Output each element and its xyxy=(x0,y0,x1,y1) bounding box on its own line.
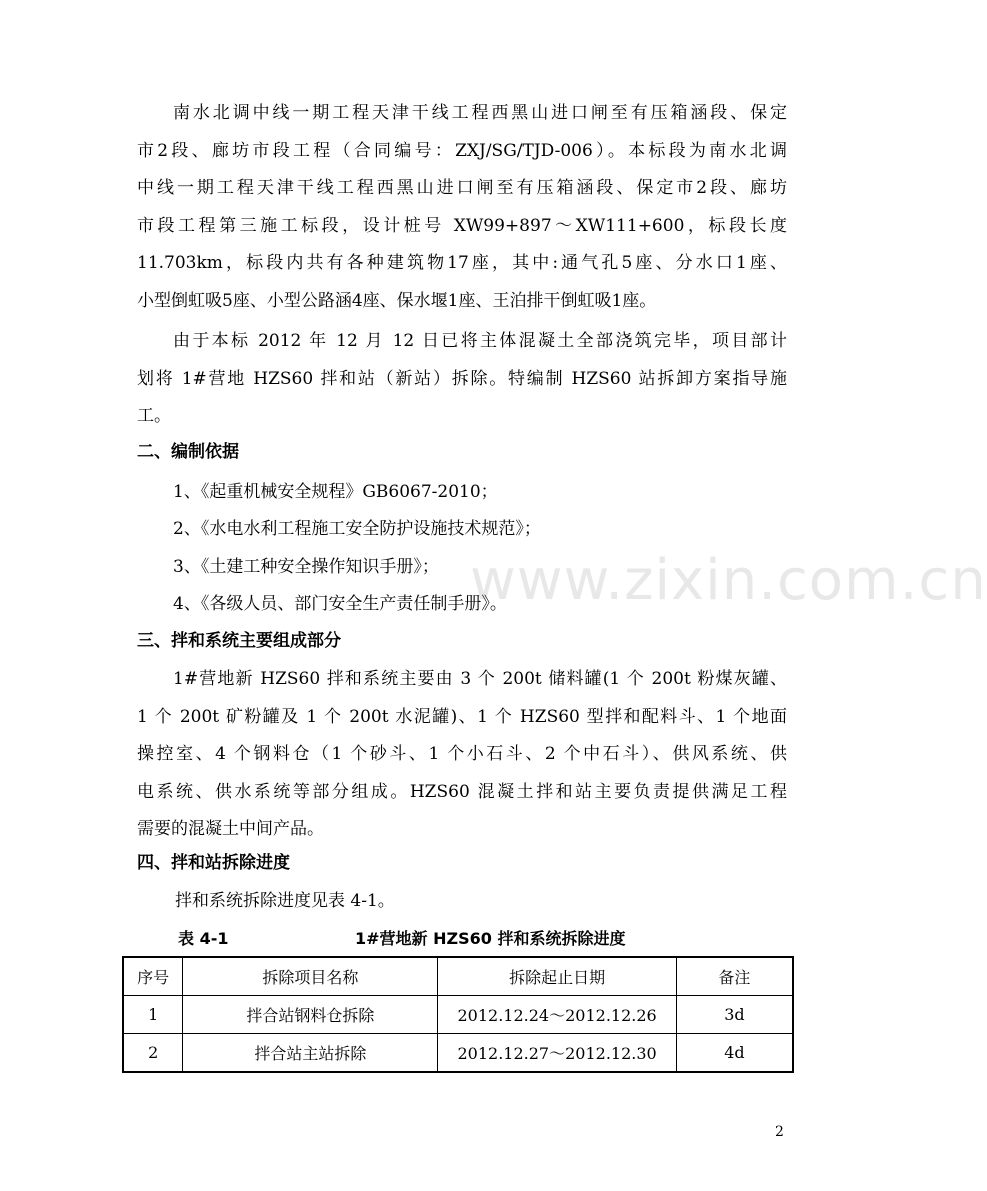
components-line: 电系统、供水系统等部分组成。HZS60 混凝土拌和站主要负责提供满足工程 xyxy=(137,781,787,802)
header-item-name: 拆除项目名称 xyxy=(183,957,438,996)
cell-index: 2 xyxy=(123,1034,183,1073)
intro-line: 11.703km，标段内共有各种建筑物17座，其中:通气孔5座、分水口1座、 xyxy=(137,253,787,273)
components-line: 需要的混凝土中间产品。 xyxy=(137,819,324,839)
intro-line: 市段工程第三施工标段，设计桩号 XW99+897～XW111+600，标段长度 xyxy=(137,215,787,236)
reference-item: 1、《起重机械安全规程》GB6067-2010； xyxy=(173,482,498,502)
plan-line: 工。 xyxy=(137,406,171,426)
intro-line: 南水北调中线一期工程天津干线工程西黑山进口闸至有压箱涵段、保定 xyxy=(173,103,787,123)
table-row xyxy=(123,1034,793,1073)
plan-line: 由于本标 2012 年 12 月 12 日已将主体混凝土全部浇筑完毕，项目部计 xyxy=(173,331,787,351)
components-line: 操控室、4 个钢料仓（1 个砂斗、1 个小石斗、2 个中石斗）、供风系统、供 xyxy=(137,744,787,764)
plan-line: 划将 1#营地 HZS60 拌和站（新站）拆除。特编制 HZS60 站拆卸方案指导施 xyxy=(137,368,787,389)
section-2-heading: 二、编制依据 xyxy=(137,442,239,462)
reference-item: 3、《土建工种安全操作知识手册》； xyxy=(173,557,439,577)
table-number: 表 4-1 xyxy=(178,929,229,948)
header-remarks: 备注 xyxy=(676,957,793,996)
cell-remarks: 3d xyxy=(676,996,793,1034)
header-date-range: 拆除起止日期 xyxy=(438,957,676,996)
header-index: 序号 xyxy=(123,957,183,996)
cell-item-name: 拌合站钢料仓拆除 xyxy=(183,996,438,1034)
intro-line: 市2段、廊坊市段工程（合同编号：ZXJ/SG/TJD-006）。本标段为南水北调 xyxy=(137,140,787,161)
cell-remarks: 4d xyxy=(676,1034,793,1073)
schedule-table xyxy=(122,956,794,1073)
reference-item: 4、《各级人员、部门安全生产责任制手册》。 xyxy=(173,594,507,614)
intro-line: 小型倒虹吸5座、小型公路涵4座、保水堰1座、王泊排干倒虹吸1座。 xyxy=(137,290,657,311)
table-header-row xyxy=(123,957,793,996)
components-paragraph xyxy=(137,661,787,849)
intro-paragraph xyxy=(137,95,787,320)
cell-date-range: 2012.12.27～2012.12.30 xyxy=(438,1034,676,1073)
components-line: 1#营地新 HZS60 拌和系统主要由 3 个 200t 储料罐(1 个 200t 粉煤灰罐、 xyxy=(173,669,787,689)
schedule-intro: 拌和系统拆除进度见表 4-1。 xyxy=(175,891,395,911)
table-title: 1#营地新 HZS60 拌和系统拆除进度 xyxy=(355,929,626,948)
section-3-heading: 三、拌和系统主要组成部分 xyxy=(137,631,341,651)
reference-item: 2、《水电水利工程施工安全防护设施技术规范》； xyxy=(173,519,541,539)
watermark: www.zixin.com.cn xyxy=(470,548,987,613)
plan-paragraph xyxy=(137,323,787,436)
components-line: 1 个 200t 矿粉罐及 1 个 200t 水泥罐)、1 个 HZS60 型拌和配料斗、1 个地面 xyxy=(137,706,787,727)
cell-index: 1 xyxy=(123,996,183,1034)
page-number: 2 xyxy=(775,1124,784,1140)
cell-date-range: 2012.12.24～2012.12.26 xyxy=(438,996,676,1034)
table-row xyxy=(123,996,793,1034)
cell-item-name: 拌合站主站拆除 xyxy=(183,1034,438,1073)
intro-line: 中线一期工程天津干线工程西黑山进口闸至有压箱涵段、保定市2段、廊坊 xyxy=(137,178,787,198)
section-4-heading: 四、拌和站拆除进度 xyxy=(137,853,290,873)
